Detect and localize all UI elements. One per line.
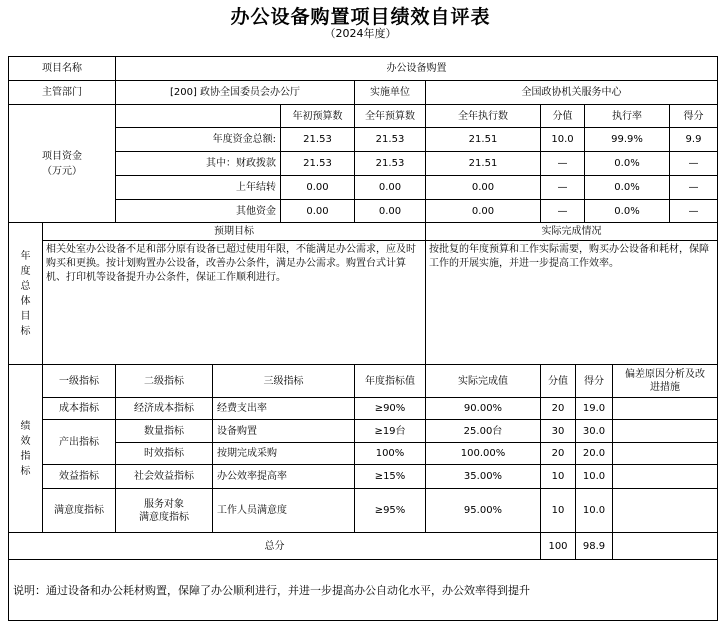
perf-header-got: 得分	[575, 364, 613, 398]
perf-got: 10.0	[575, 464, 613, 489]
perf-header-l1: 一级指标	[42, 364, 116, 398]
evaluation-table	[8, 56, 718, 621]
perf-actual: 35.00%	[425, 464, 541, 489]
funds-cell: 0.00	[354, 175, 426, 200]
perf-got: 19.0	[575, 397, 613, 420]
perf-l2: 社会效益指标	[115, 464, 213, 489]
impl-unit-label: 实施单位	[354, 80, 426, 105]
perf-label-char: 效	[20, 435, 31, 447]
perf-target: 100%	[354, 442, 426, 465]
funds-cell: 0.00	[425, 199, 541, 223]
funds-cell: 0.0%	[584, 175, 670, 200]
funds-cell: —	[540, 175, 585, 200]
goals-label-char: 体	[20, 295, 31, 307]
goals-label-char: 年	[20, 250, 31, 262]
project-name-value: 办公设备购置	[115, 56, 718, 81]
perf-l3: 办公效率提高率	[212, 464, 355, 489]
report-year: （2024年度）	[324, 27, 397, 40]
goals-label-char: 标	[20, 325, 31, 337]
perf-l1-satisfaction: 满意度指标	[42, 488, 116, 533]
expected-goal-text: 相关处室办公设备不足和部分原有设备已超过使用年限，不能满足办公需求，应及时购买和更换。按计划购置办公设备，改善办公条件，满足办公需求。购置台式计算机、打印机等设备提升办公条件，保证工作顺利进行。	[42, 240, 426, 365]
actual-result-header: 实际完成情况	[425, 222, 718, 241]
perf-got: 20.0	[575, 442, 613, 465]
perf-got: 10.0	[575, 488, 613, 533]
perf-header-l2: 二级指标	[115, 364, 213, 398]
total-label: 总分	[8, 532, 541, 560]
perf-deviation	[612, 397, 718, 420]
actual-result-text: 按批复的年度预算和工作实际需要，购买办公设备和耗材，保障工作的开展实施，并进一步提高工作效率。	[425, 240, 718, 365]
perf-actual: 100.00%	[425, 442, 541, 465]
funds-row-name: 年度资金总额:	[115, 127, 281, 152]
perf-header-target: 年度指标值	[354, 364, 426, 398]
perf-label-char: 标	[20, 465, 31, 477]
perf-score: 20	[540, 442, 576, 465]
perf-header-actual: 实际完成值	[425, 364, 541, 398]
funds-cell: 10.0	[540, 127, 585, 152]
perf-score: 10	[540, 464, 576, 489]
perf-l2: 服务对象 满意度指标	[115, 488, 213, 533]
perf-l2: 时效指标	[115, 442, 213, 465]
funds-label-line1: 项目资金	[42, 150, 82, 162]
perf-header-score: 分值	[540, 364, 576, 398]
goals-label-char: 度	[20, 265, 31, 277]
expected-goal-header: 预期目标	[42, 222, 426, 241]
funds-cell: 0.0%	[584, 199, 670, 223]
funds-cell: 0.00	[425, 175, 541, 200]
dept-label: 主管部门	[8, 80, 116, 105]
funds-cell: 0.00	[280, 199, 355, 223]
perf-l2: 经济成本指标	[115, 397, 213, 420]
funds-label-line2: （万元）	[42, 165, 82, 177]
perf-target: ≥90%	[354, 397, 426, 420]
funds-cell: 9.9	[669, 127, 718, 152]
total-deviation	[612, 532, 718, 560]
funds-cell: 21.53	[354, 127, 426, 152]
funds-cell: 21.51	[425, 151, 541, 176]
perf-deviation	[612, 419, 718, 443]
perf-score: 10	[540, 488, 576, 533]
funds-cell: —	[540, 151, 585, 176]
funds-cell: 0.00	[280, 175, 355, 200]
funds-cell: —	[540, 199, 585, 223]
impl-unit-value: 全国政协机关服务中心	[425, 80, 718, 105]
perf-label-char: 绩	[20, 420, 31, 432]
perf-score: 30	[540, 419, 576, 443]
perf-l2: 数量指标	[115, 419, 213, 443]
perf-l3: 工作人员满意度	[212, 488, 355, 533]
perf-score: 20	[540, 397, 576, 420]
note: 说明：通过设备和办公耗材购置，保障了办公顺利进行，并进一步提高办公自动化水平，办公效率得到提升	[8, 559, 718, 621]
funds-label	[8, 104, 116, 223]
funds-header-score: 分值	[540, 104, 585, 128]
perf-target: ≥19台	[354, 419, 426, 443]
perf-header-l3: 三级指标	[212, 364, 355, 398]
perf-label	[8, 364, 43, 533]
perf-l1-output: 产出指标	[42, 419, 116, 465]
perf-got: 30.0	[575, 419, 613, 443]
perf-target: ≥15%	[354, 464, 426, 489]
funds-header-rate: 执行率	[584, 104, 670, 128]
report-title: 办公设备购置项目绩效自评表	[230, 6, 491, 28]
perf-deviation	[612, 464, 718, 489]
perf-deviation	[612, 488, 718, 533]
perf-l3: 按期完成采购	[212, 442, 355, 465]
funds-cell: 21.53	[280, 151, 355, 176]
funds-row-name: 上年结转	[115, 175, 281, 200]
funds-header-got: 得分	[669, 104, 718, 128]
funds-cell: 21.53	[280, 127, 355, 152]
funds-cell: 21.51	[425, 127, 541, 152]
funds-cell: 99.9%	[584, 127, 670, 152]
project-name-label: 项目名称	[8, 56, 116, 81]
perf-actual: 25.00台	[425, 419, 541, 443]
total-got: 98.9	[575, 532, 613, 560]
funds-header-annual: 全年预算数	[354, 104, 426, 128]
perf-target: ≥95%	[354, 488, 426, 533]
perf-l1-cost: 成本指标	[42, 397, 116, 420]
perf-deviation	[612, 442, 718, 465]
funds-cell: 21.53	[354, 151, 426, 176]
goals-label-char: 总	[20, 280, 31, 292]
funds-cell: —	[669, 199, 718, 223]
funds-cell: 0.00	[354, 199, 426, 223]
perf-l1-benefit: 效益指标	[42, 464, 116, 489]
perf-label-char: 指	[20, 450, 31, 462]
funds-cell: —	[669, 175, 718, 200]
goals-label-char: 目	[20, 310, 31, 322]
perf-l3: 经费支出率	[212, 397, 355, 420]
funds-header-blank	[115, 104, 281, 128]
dept-value: [200] 政协全国委员会办公厅	[115, 80, 355, 105]
funds-header-executed: 全年执行数	[425, 104, 541, 128]
perf-header-deviation: 偏差原因分析及改进措施	[612, 364, 718, 398]
funds-row-name: 其中：财政拨款	[115, 151, 281, 176]
funds-row-name: 其他资金	[115, 199, 281, 223]
funds-cell: 0.0%	[584, 151, 670, 176]
funds-header-initial: 年初预算数	[280, 104, 355, 128]
perf-l3: 设备购置	[212, 419, 355, 443]
perf-actual: 90.00%	[425, 397, 541, 420]
perf-actual: 95.00%	[425, 488, 541, 533]
funds-cell: —	[669, 151, 718, 176]
total-score: 100	[540, 532, 576, 560]
goals-label	[8, 222, 43, 365]
